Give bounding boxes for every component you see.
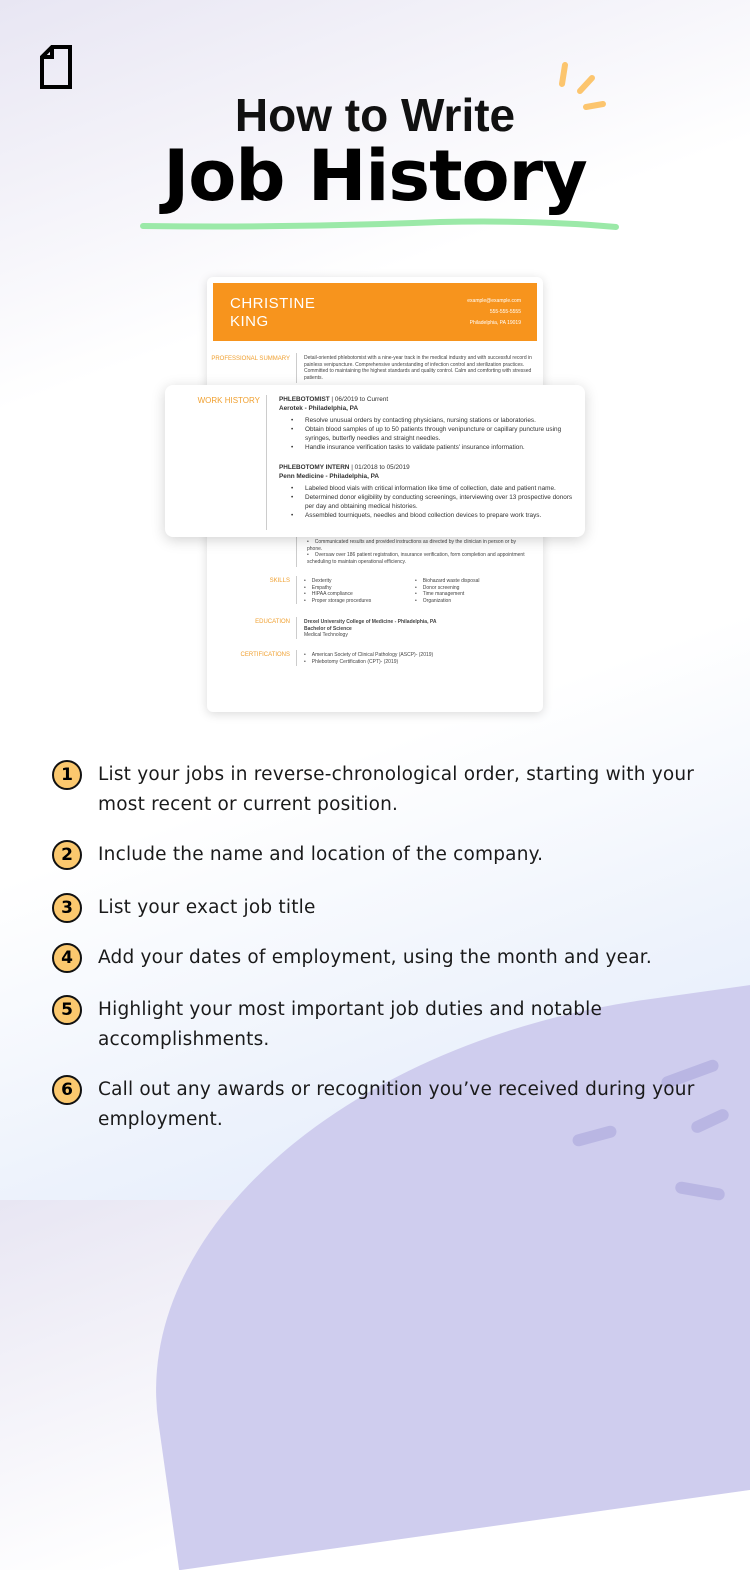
skills-label: SKILLS [269,578,290,584]
education-label: EDUCATION [255,619,290,625]
title-line1: How to Write [234,89,516,141]
job-header [279,463,579,472]
job-title: PHLEBOTOMIST [279,396,330,403]
resume-header [213,283,537,341]
step-item [52,893,712,923]
work-history-callout [165,385,585,537]
job-header [279,395,579,404]
step-number-badge: 2 [52,840,82,870]
summary-text: Detail-oriented phlebotomist with a nine-year track in the medical industry and with successful record in painless venipuncture. Comprehensive understanding of infection control and sterilization practices. Committed to maintaining the highest standards and quality control. Calm and comforting with stressed patients. [304,355,532,381]
job-bullet: • Labeled blood vials with critical information like time of collection, date and patient name. [279,484,579,493]
step-item [52,995,712,1055]
step-text: Add your dates of employment, using the month and year. [98,947,652,968]
step-text: Highlight your most important job duties and notable accomplishments. [98,999,603,1050]
step-text: Include the name and location of the company. [98,844,544,865]
job-company: Aerotek - Philadelphia, PA [279,405,359,412]
job-bullet: • Handle insurance verification tasks to validate patients' insurance information. [279,443,579,452]
step-text: Call out any awards or recognition you’ve received during your employment. [98,1079,695,1130]
job-company: Penn Medicine - Philadelphia, PA [279,473,380,480]
step-text: List your jobs in reverse-chronological order, starting with your most recent or current position. [98,764,695,815]
step-number-badge: 1 [52,760,82,790]
step-item [52,943,712,973]
cert: • Phlebotomy Certification (CPT)- (2019) [304,659,534,666]
last-name: KING [230,313,269,330]
job-bullet: • Resolve unusual orders by contacting physicians, nursing stations or laboratories. [279,416,579,425]
step-item [52,760,712,820]
skill: • Empathy [304,585,414,592]
step-item [52,840,712,870]
school: Drexel University College of Medicine - Philadelphia, PA [304,619,437,625]
job-dates: | 06/2019 to Current [329,396,389,403]
degree: Bachelor of Science [304,625,352,632]
title-underline [140,212,620,232]
logo-icon [40,45,72,89]
phone: 555-555-5555 [489,309,521,315]
cert: • American Society of Clinical Pathology (ASCP)- (2019) [304,652,534,659]
job-dates: | 01/2018 to 05/2019 [349,464,410,471]
skill: • Donor screening [415,585,535,592]
skill: • Organization [415,598,535,605]
certifications-label: CERTIFICATIONS [240,652,290,658]
job-title: PHLEBOTOMY INTERN [279,464,350,471]
field: Medical Technology [304,632,348,638]
job-bullet: • Obtain blood samples of up to 50 patients through venipuncture or capillary puncture using syringes, butterfly needles and straight needles. [279,425,579,443]
work-history-label: WORK HISTORY [197,396,260,405]
step-number-badge: 5 [52,995,82,1025]
step-number-badge: 4 [52,943,82,973]
title-line2: Job History [163,135,587,217]
location: Philadelphia, PA 19019 [469,320,521,326]
work-bullet: • Communicated results and provided instructions as directed by the clinician in person or by phone. [307,539,532,552]
skill: • Biohazard waste disposal [415,578,535,585]
job-bullet: • Assembled tourniquets, needles and blood collection devices to prepare work trays. [279,511,579,520]
step-text: List your exact job title [98,897,316,918]
job-bullet: • Determined donor eligibility by conducting screenings, interviewing over 13 prospective donors per day and obtaining medical histories. [279,493,579,511]
step-number-badge: 3 [52,893,82,923]
skill: • HIPAA compliance [304,591,414,598]
skill: • Time management [415,591,535,598]
first-name: CHRISTINE [230,295,316,312]
skill: • Dexterity [304,578,414,585]
work-bullet: • Oversaw over 186 patient registration, insurance verification, form completion and appointment scheduling to maintain operational efficiency. [307,552,532,565]
step-item [52,1075,712,1135]
skill: • Proper storage procedures [304,598,414,605]
email: example@example.com [467,298,521,304]
step-number-badge: 6 [52,1075,82,1105]
summary-label: PROFESSIONAL SUMMARY [211,356,290,362]
